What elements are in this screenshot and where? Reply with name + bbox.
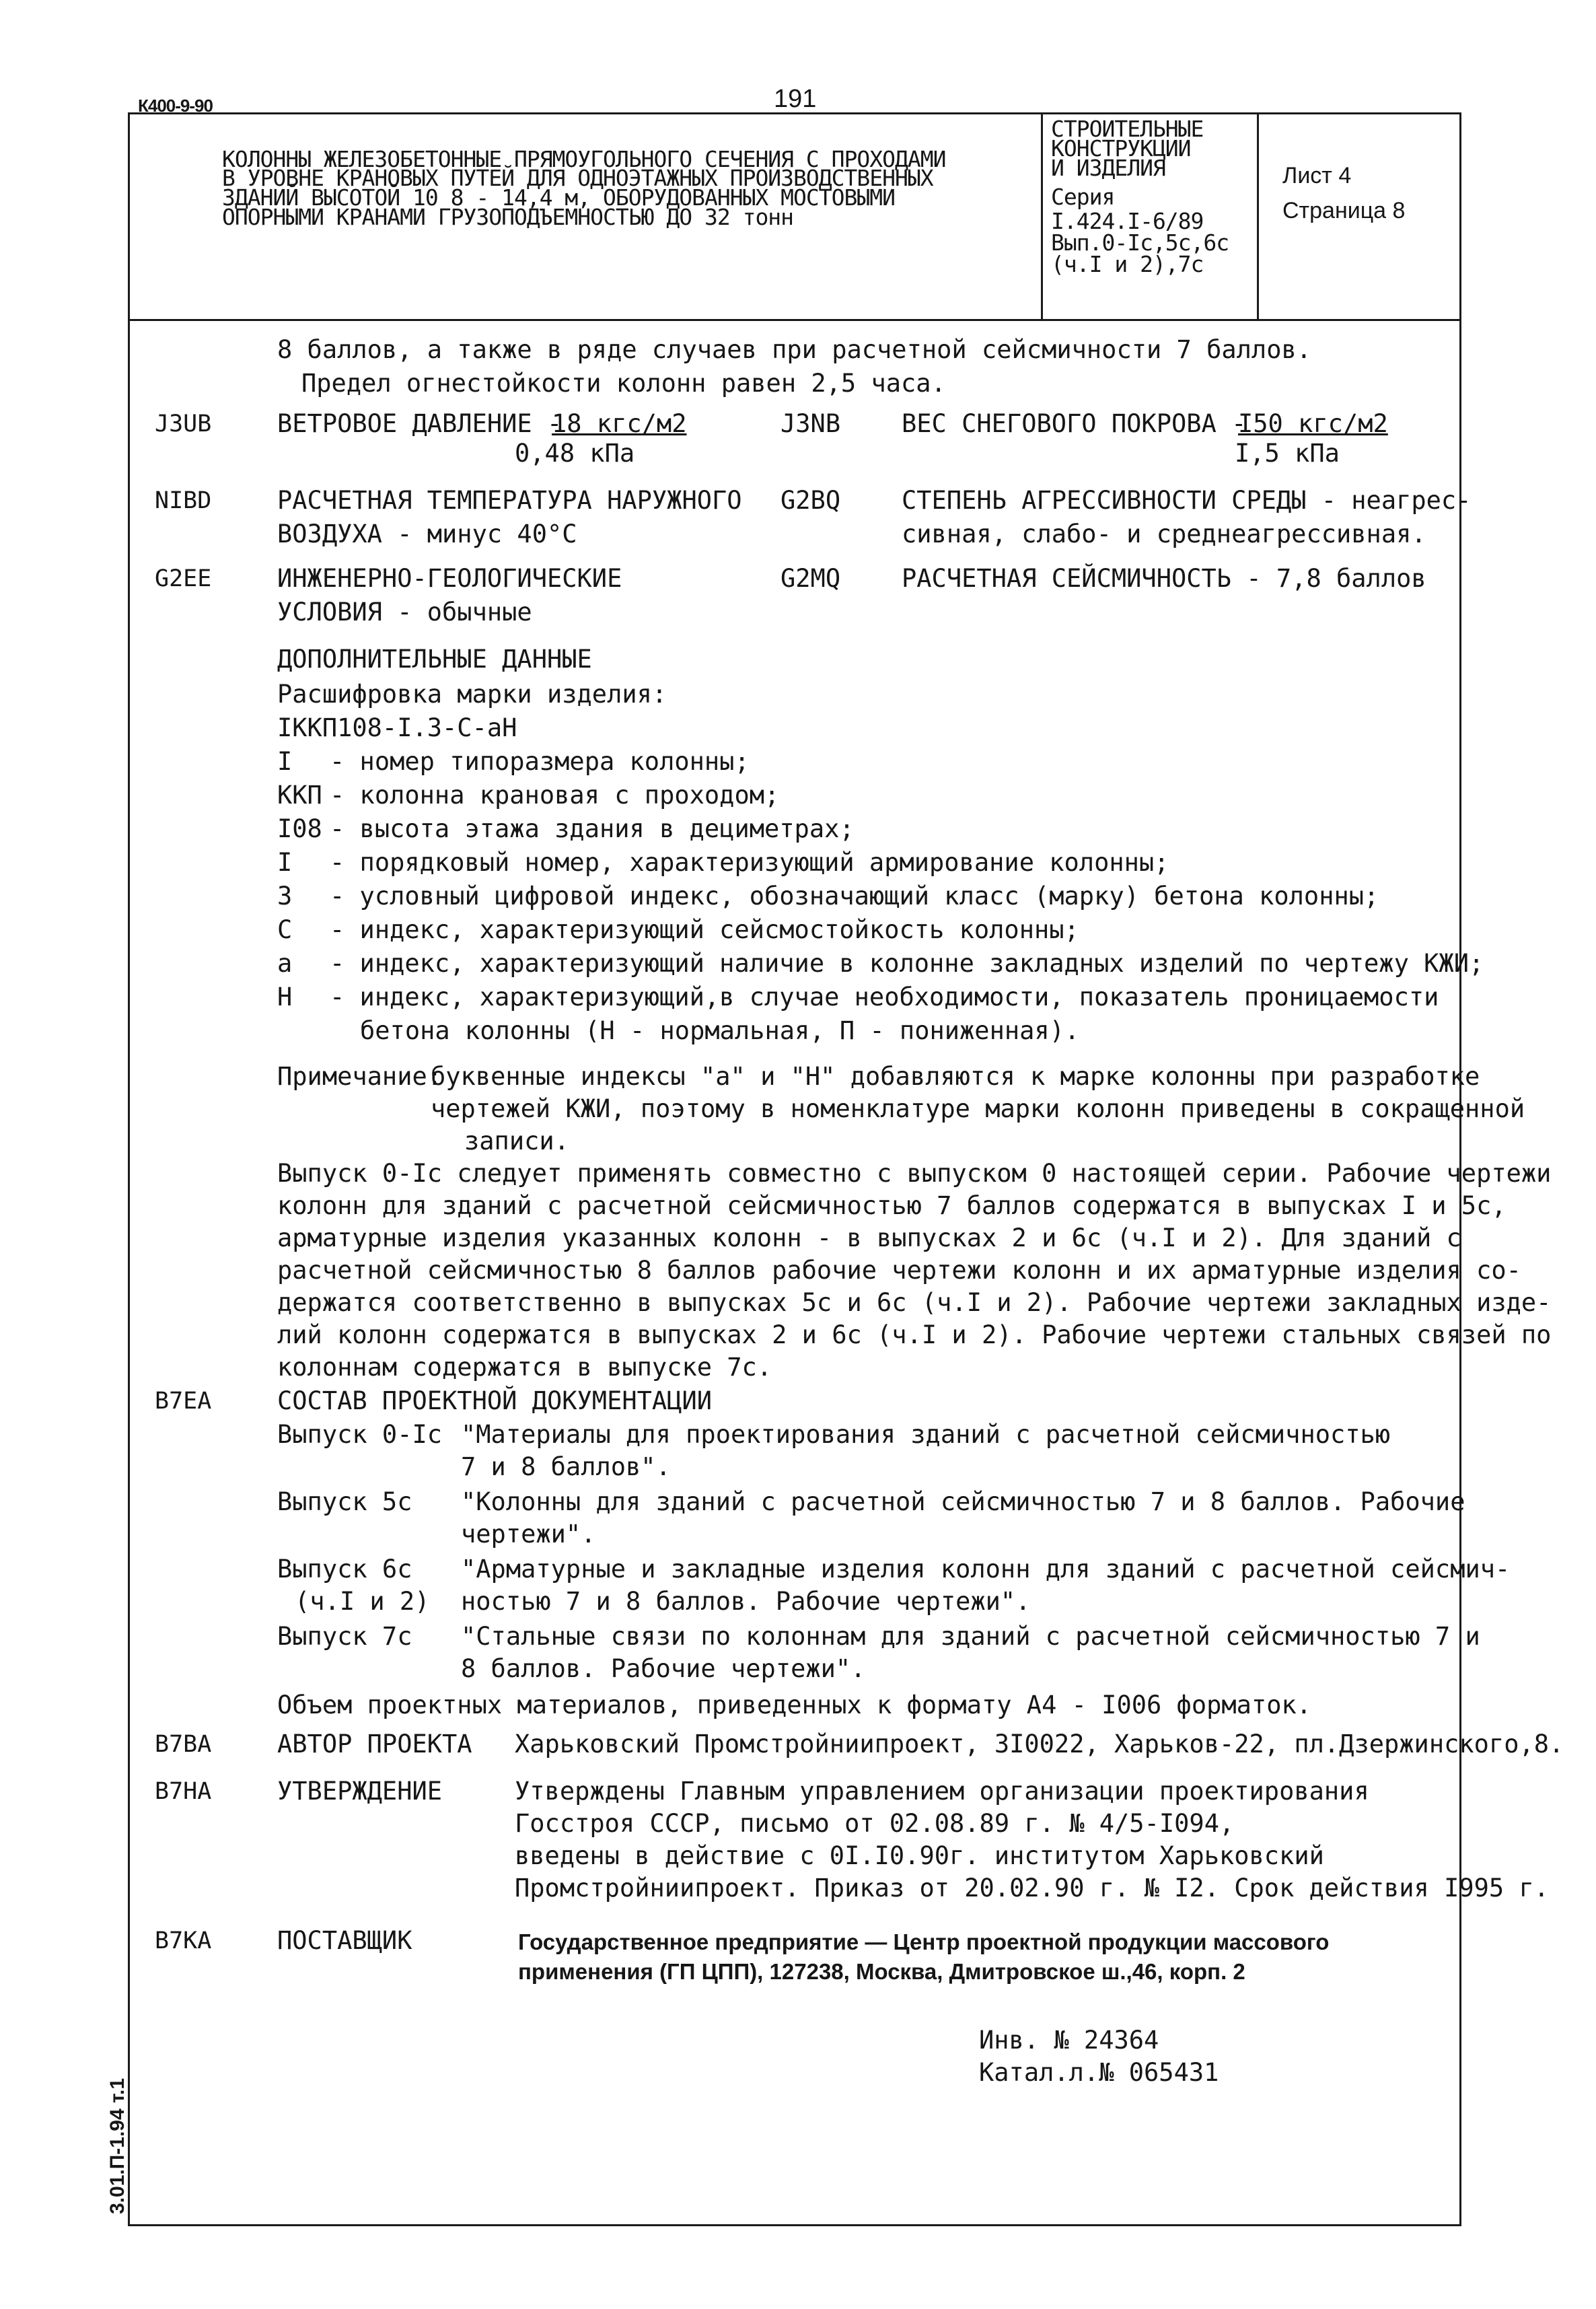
temp-line: ВОЗДУХА - минус 40°С xyxy=(277,520,577,548)
temp-line: РАСЧЕТНАЯ ТЕМПЕРАТУРА НАРУЖНОГО xyxy=(277,486,742,515)
volume-line: Объем проектных материалов, приведенных к формату А4 - I006 форматок. xyxy=(277,1691,1312,1719)
title-line: ОПОРНЫМИ КРАНАМИ ГРУЗОПОДЪЕМНОСТЬЮ ДО 32 тонн xyxy=(222,204,794,230)
release-desc: "Арматурные и закладные изделия колонн для зданий с расчетной сейсмич- xyxy=(461,1555,1511,1584)
decode-text-cont: бетона колонны (Н - нормальная, П - пониженная). xyxy=(360,1016,1080,1045)
author-text: Харьковский Промстройниипроект, 3I0022, Харьков-22, пл.Дзержинского,8. xyxy=(515,1730,1564,1759)
note-line: записи. xyxy=(464,1127,569,1156)
title-line: В УРОВНЕ КРАНОВЫХ ПУТЕЙ ДЛЯ ОДНОЭТАЖНЫХ ПРОИЗВОДСТВЕННЫХ xyxy=(222,165,933,191)
code-seism: G2MQ xyxy=(781,564,841,593)
snow-label: ВЕС СНЕГОВОГО ПОКРОВА - xyxy=(902,409,1247,438)
title-line: ЗДАНИЙ ВЫСОТОЙ 10 8 - 14,4 м, ОБОРУДОВАННЫХ МОСТОВЫМИ xyxy=(222,184,895,211)
wind-value: 18 кгс/м2 xyxy=(552,409,687,438)
series-line: Серия xyxy=(1051,184,1115,210)
decode-title: Расшифровка марки изделия: xyxy=(277,680,667,709)
approval-label: УТВЕРЖДЕНИЕ xyxy=(277,1777,443,1806)
release-label: Выпуск 0-Iс xyxy=(277,1420,443,1449)
note-label: Примечание: xyxy=(277,1062,443,1091)
code-temp: NIBD xyxy=(155,487,212,514)
supplier-label: ПОСТАВЩИК xyxy=(277,1926,412,1955)
code-approval: B7HA xyxy=(155,1778,212,1805)
supplier-line: Государственное предприятие — Центр проектной продукции массового xyxy=(518,1929,1330,1954)
decode-text: - порядковый номер, характеризующий армирование колонны; xyxy=(330,848,1169,877)
release-label-sub: (ч.I и 2) xyxy=(295,1587,430,1616)
decode-text: - колонна крановая с проходом; xyxy=(330,781,780,810)
page-label: Страница 8 xyxy=(1282,198,1406,223)
para-line: арматурные изделия указанных колонн - в выпусках 2 и 6с (ч.I и 2). Для зданий с xyxy=(277,1223,1461,1252)
decode-text: - высота этажа здания в дециметрах; xyxy=(330,814,855,843)
snow-value-kpa: I,5 кПа xyxy=(1235,439,1340,468)
supplier-line: применения (ГП ЦПП), 127238, Москва, Дмитровское ш.,46, корп. 2 xyxy=(518,1959,1245,1984)
decode-text: - индекс, характеризующий,в случае необходимости, показатель проницаемости xyxy=(330,983,1439,1011)
para-line: расчетной сейсмичностью 8 баллов рабочие чертежи колонн и их арматурные изделия со- xyxy=(277,1256,1521,1285)
approval-line: введены в действие с 0I.I0.90г. институтом Харьковский xyxy=(515,1841,1324,1870)
aggr-line: СТЕПЕНЬ АГРЕССИВНОСТИ СРЕДЫ - неагрес- xyxy=(902,486,1472,515)
para-line: колонн для зданий с расчетной сейсмичностью 7 баллов содержатся в выпусках I и 5с, xyxy=(277,1191,1507,1220)
approval-line: Утверждены Главным управлением организации проектирования xyxy=(515,1777,1369,1806)
code-composition: B7EA xyxy=(155,1388,212,1415)
approval-line: Промстройниипроект. Приказ от 20.02.90 г. № I2. Срок действия I995 г. xyxy=(515,1874,1550,1903)
code-author: B7BA xyxy=(155,1731,212,1758)
note-line: чертежей КЖИ, поэтому в номенклатуре марки колонн приведены в сокращенной xyxy=(431,1094,1525,1123)
para-line: Выпуск 0-Iс следует применять совместно с выпуском 0 настоящей серии. Рабочие чертежи xyxy=(277,1159,1552,1188)
code-snow: J3NB xyxy=(781,409,841,438)
composition-heading: СОСТАВ ПРОЕКТНОЙ ДОКУМЕНТАЦИИ xyxy=(277,1386,713,1415)
release-desc: 7 и 8 баллов". xyxy=(461,1452,671,1481)
title-line: КОЛОННЫ ЖЕЛЕЗОБЕТОННЫЕ ПРЯМОУГОЛЬНОГО СЕЧЕНИЯ С ПРОХОДАМИ xyxy=(222,146,946,172)
decode-key: I xyxy=(277,747,293,776)
series-line: I.424.I-6/89 xyxy=(1051,208,1204,234)
series-line: И ИЗДЕЛИЯ xyxy=(1051,155,1165,181)
release-desc: чертежи". xyxy=(461,1520,596,1549)
geo-line: УСЛОВИЯ - обычные xyxy=(277,598,532,627)
release-desc: ностью 7 и 8 баллов. Рабочие чертежи". xyxy=(461,1587,1031,1616)
series-line: (ч.I и 2),7с xyxy=(1051,251,1204,277)
decode-key: ККП xyxy=(277,781,322,810)
code-aggr: G2BQ xyxy=(781,486,841,515)
code-supplier: B7KA xyxy=(155,1927,212,1954)
mark-example: IККП108-I.3-С-аН xyxy=(277,713,517,742)
release-label: Выпуск 5с xyxy=(277,1487,412,1516)
decode-key: 3 xyxy=(277,882,293,911)
decode-text: - условный цифровой индекс, обозначающий класс (марку) бетона колонны; xyxy=(330,882,1379,911)
aggr-line: сивная, слабо- и среднеагрессивная. xyxy=(902,520,1426,548)
additional-heading: ДОПОЛНИТЕЛЬНЫЕ ДАННЫЕ xyxy=(277,645,592,674)
header-vline-2 xyxy=(1257,112,1259,319)
header-divider xyxy=(128,319,1461,321)
note-line: буквенные индексы "а" и "Н" добавляются к марке колонны при разработке xyxy=(431,1062,1480,1091)
inventory-number: Инв. № 24364 xyxy=(979,2026,1159,2055)
release-desc: 8 баллов. Рабочие чертежи". xyxy=(461,1654,866,1683)
decode-key: I xyxy=(277,848,293,877)
decode-key: I08 xyxy=(277,814,322,843)
page-number: 191 xyxy=(774,85,817,113)
release-label: Выпуск 7с xyxy=(277,1622,412,1651)
release-label: Выпуск 6с xyxy=(277,1555,412,1584)
intro-line: Предел огнестойкости колонн равен 2,5 часа. xyxy=(301,369,946,398)
release-desc: "Колонны для зданий с расчетной сейсмичностью 7 и 8 баллов. Рабочие xyxy=(461,1487,1465,1516)
decode-key: а xyxy=(277,949,293,978)
para-line: колоннам содержатся в выпуске 7с. xyxy=(277,1353,772,1382)
intro-line: 8 баллов, а также в ряде случаев при расчетной сейсмичности 7 баллов. xyxy=(277,335,1312,364)
decode-text: - индекс, характеризующий сейсмостойкость колонны; xyxy=(330,915,1079,944)
document-code: К400-9-90 xyxy=(138,96,213,116)
release-desc: "Материалы для проектирования зданий с расчетной сейсмичностью xyxy=(461,1420,1391,1449)
header-vline-1 xyxy=(1041,112,1043,319)
series-line: Вып.0-Iс,5с,6с xyxy=(1051,229,1229,256)
series-line: КОНСТРУКЦИИ xyxy=(1051,135,1191,162)
decode-text: - индекс, характеризующий наличие в колонне закладных изделий по чертежу КЖИ; xyxy=(330,949,1484,978)
geo-line: ИНЖЕНЕРНО-ГЕОЛОГИЧЕСКИЕ xyxy=(277,564,622,593)
wind-label: ВЕТРОВОЕ ДАВЛЕНИЕ - xyxy=(277,409,563,438)
sheet-label: Лист 4 xyxy=(1282,163,1352,188)
code-wind: J3UB xyxy=(155,411,212,437)
decode-key: Н xyxy=(277,983,293,1011)
decode-text: - номер типоразмера колонны; xyxy=(330,747,750,776)
code-geo: G2EE xyxy=(155,565,212,592)
approval-line: Госстроя СССР, письмо от 02.08.89 г. № 4/5-I094, xyxy=(515,1809,1235,1838)
release-desc: "Стальные связи по колоннам для зданий с расчетной сейсмичностью 7 и xyxy=(461,1622,1480,1651)
snow-value: I50 кгс/м2 xyxy=(1238,409,1388,438)
catalog-number: Катал.л.№ 065431 xyxy=(979,2058,1219,2087)
para-line: держатся соответственно в выпусках 5с и 6с (ч.I и 2). Рабочие чертежи закладных изде- xyxy=(277,1288,1552,1317)
wind-value-kpa: 0,48 кПа xyxy=(515,439,635,468)
series-line: СТРОИТЕЛЬНЫЕ xyxy=(1051,116,1204,142)
side-stamp: 3.01.П-1.94 т.1 xyxy=(106,2077,129,2214)
para-line: лий колонн содержатся в выпусках 2 и 6с (ч.I и 2). Рабочие чертежи стальных связей по xyxy=(277,1320,1552,1349)
author-label: АВТОР ПРОЕКТА xyxy=(277,1730,472,1759)
decode-key: С xyxy=(277,915,293,944)
seism-line: РАСЧЕТНАЯ СЕЙСМИЧНОСТЬ - 7,8 баллов xyxy=(902,564,1426,593)
